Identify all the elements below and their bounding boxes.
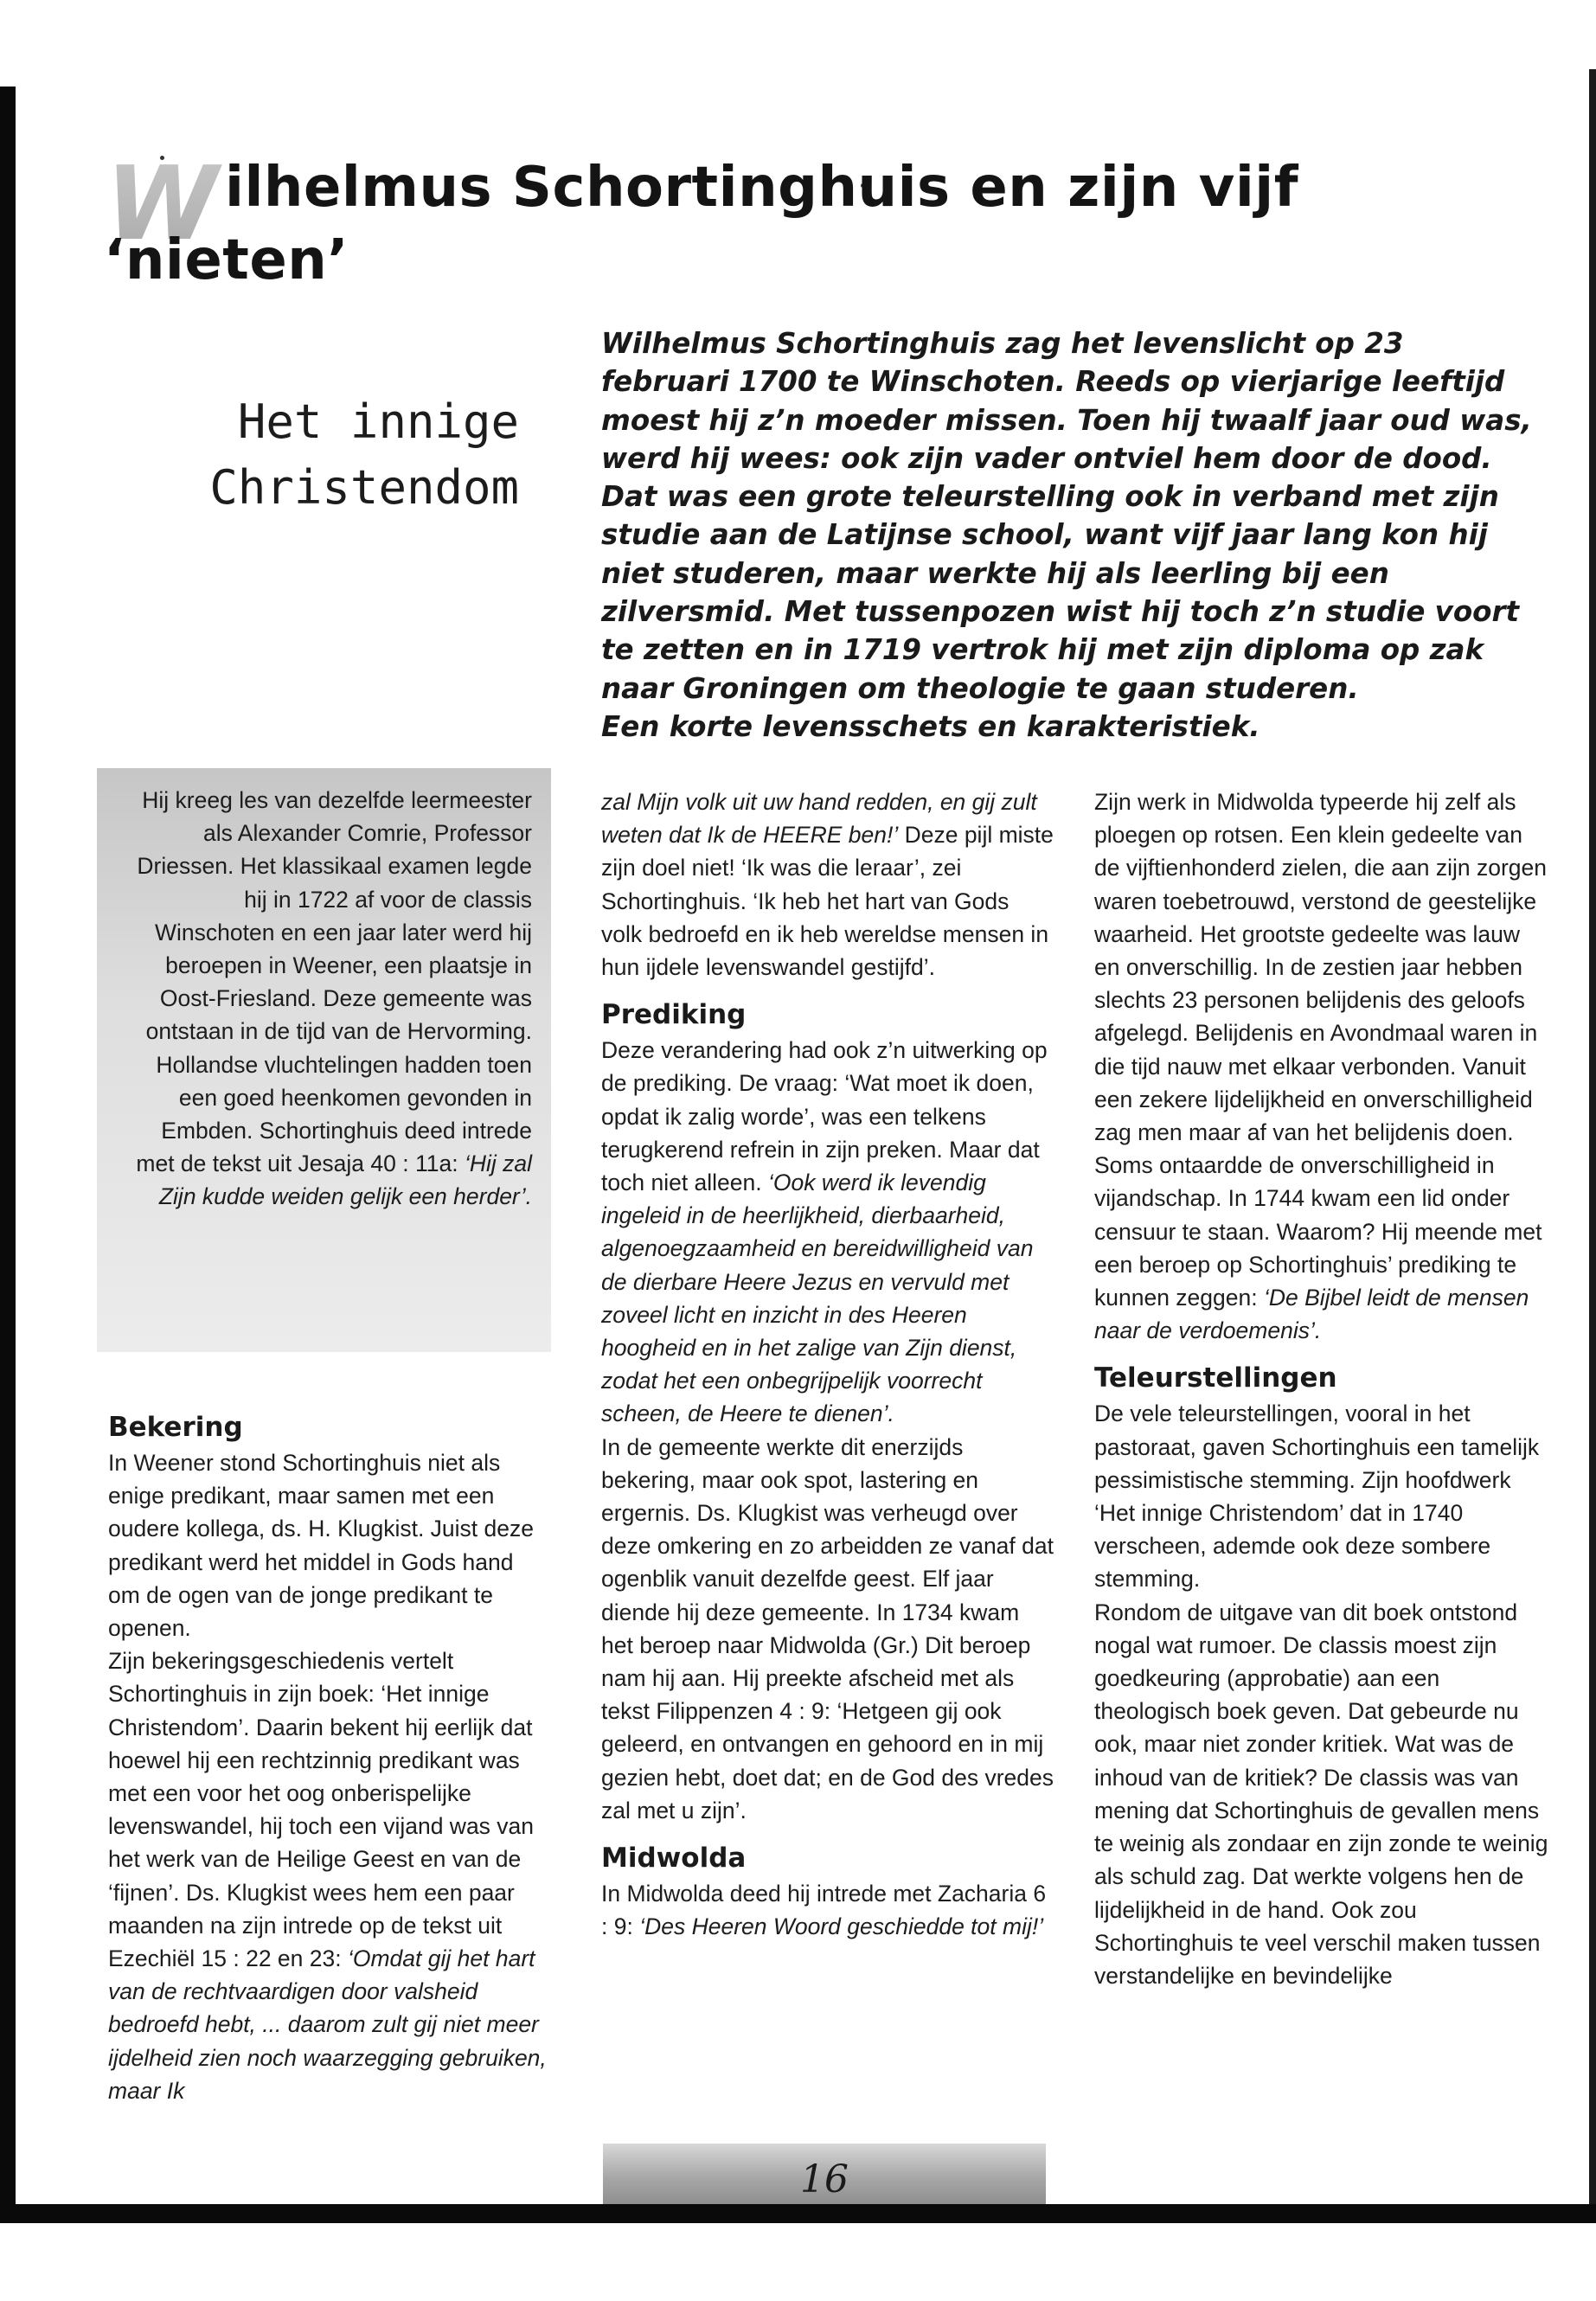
col3-paragraph-3: Rondom de uitgave van dit boek ontstond nogal wat rumoer. De classis moest zijn goedkeuring (approbatie) aan een theologisch boek geven. Dat gebeurde nu ook, maar niet zonder kritiek. Wat was de inhoud van de kritiek? De classis was van mening dat Schortinghuis de gevallen mens te weinig als zondaar en zijn zonde te weinig als schuld zag. Dat werkte volgens hen de lijdelijkheid in de hand. Ook zou Schortinghuis te veel verschil maken tussen verstandelijke en bevindelijke xyxy=(1094,1599,1548,1989)
col1-paragraph-1: In Weener stond Schortinghuis niet als enige predikant, maar samen met een oudere kollega, ds. H. Klugkist. Juist deze predikant werd het middel in Gods hand om de ogen van de jonge predikant te openen. xyxy=(108,1450,534,1642)
subtitle-line-1: Het innige xyxy=(237,394,519,449)
sidebar-text xyxy=(121,784,532,1214)
col1-paragraph-2 xyxy=(108,1644,549,2107)
col3-paragraph-1-body: Zijn werk in Midwolda typeerde hij zelf als ploegen op rotsen. Een klein gedeelte van de vijftienhonderd zielen, die aan zijn zorgen waren toebetrouwd, verstond de geestelijke waarheid. Het grootste gedeelte was lauw en onverschillig. In de zestien jaar hebben slechts 23 personen belijdenis des geloofs afgelegd. Belijdenis en Avondmaal waren in die tijd nauw met elkaar verbonden. Vanuit een zekere lijdelijkheid en onverschilligheid zag men maar af van het belijdenis doen. Soms ontaardde de onverschilligheid in vijandschap. In 1744 kwam een lid onder censuur te staan. Waarom? Hij meende met een beroep op Schortinghuis’ prediking te kunnen zeggen: xyxy=(1094,789,1547,1311)
col2-paragraph-2-body: Deze verandering had ook z’n uitwerking op de prediking. De vraag: ‘Wat moet ik doen, opdat ik zalig worde’, was een telkens terugkerend refrein in zijn preken. Maar dat toch niet alleen. xyxy=(601,1037,1048,1196)
title-line-2: ‘nieten’ xyxy=(104,228,349,292)
col2-quote-continued: zal Mijn volk uit uw hand redden, en gij zult weten dat Ik de HEERE ben!’ xyxy=(601,789,1037,849)
scan-border-bottom xyxy=(0,2204,1596,2223)
col2-paragraph-3: In de gemeente werkte dit enerzijds bekering, maar ook spot, lastering en ergernis. Ds. Klugkist was verheugd over deze omkering en zo arbeidden ze vanaf dat ogenblik vanuit dezelfde geest. Elf jaar diende hij deze gemeente. In 1734 kwam het beroep naar Midwolda (Gr.) Dit beroep nam hij aan. Hij preekte afscheid met als tekst Filippenzen 4 : 9: ‘Hetgeen gij ook geleerd, en ontvangen en gehoord en in mij gezien hebt, doet dat; en de God des vredes zal met u zijn’. xyxy=(601,1433,1054,1823)
col2-paragraph-1-rest: Deze pijl miste zijn doel niet! ‘Ik was die leraar’, zei Schortinghuis. ‘Ik heb het hart van Gods volk bedroefd en ik heb wereldse mensen in hun ijdele levenswandel gestijfd’. xyxy=(601,822,1054,981)
col2-paragraph-4 xyxy=(601,1877,1055,1943)
scan-border-left xyxy=(0,87,16,2223)
col2-paragraph-4-body: In Midwolda deed hij intrede met Zacharia 6 : 9: xyxy=(601,1881,1047,1940)
heading-bekering: Bekering xyxy=(108,1412,243,1443)
intro-tagline: Een korte levensschets en karakteristiek. xyxy=(601,709,1260,743)
col1-paragraph-2-body: Zijn bekeringsgeschiedenis vertelt Schortinghuis in zijn boek: ‘Het innige Christendom’. Daarin bekent hij eerlijk dat hoewel hij een rechtzinnig predikant was met een voor het oog onberispelijke levenswandel, hij toch een vijand was van het werk van de Heilige Geest en van de ‘fijnen’. Ds. Klugkist wees hem een paar maanden na zijn intrede op de tekst uit Ezechiël 15 : 22 en 23: xyxy=(108,1648,535,1972)
scan-border-right xyxy=(1589,69,1596,2223)
sidebar-body: Hij kreeg les van dezelfde leermeester als Alexander Comrie, Professor Driessen. Het klassikaal examen legde hij in 1722 af voor de classis Winschoten en een jaar later werd hij beroepen in Weener, een plaatsje in Oost-Friesland. Deze gemeente was ontstaan in de tijd van de Hervorming. Hollandse vluchtelingen hadden toen een goed heenkomen gevonden in Embden. Schortinghuis deed intrede met de tekst uit Jesaja 40 : 11a: xyxy=(136,787,532,1177)
intro-text: Wilhelmus Schortinghuis zag het levenslicht op 23 februari 1700 te Winschoten. Reeds op vierjarige leeftijd moest hij z’n moeder missen. Toen hij twaalf jaar oud was, werd hij wees: ook zijn vader ontviel hem door de dood. Dat was een grote teleurstelling ook in verband met zijn studie aan de Latijnse school, want vijf jaar lang kon hij niet studeren, maar werkte hij als leerling bij een zilversmid. Met tussenpozen wist hij toch z’n studie voort te zetten en in 1719 vertrok hij met zijn diploma op zak naar Groningen om theologie te gaan studeren. xyxy=(601,327,1532,705)
article-subtitle xyxy=(104,389,519,521)
heading-teleurstellingen: Teleurstellingen xyxy=(1094,1362,1337,1394)
heading-prediking: Prediking xyxy=(601,999,747,1031)
article-title xyxy=(104,151,1531,297)
heading-midwolda: Midwolda xyxy=(601,1843,747,1875)
page-number: 16 xyxy=(800,2157,849,2202)
col3-paragraph-1 xyxy=(1094,785,1548,1347)
subtitle-line-2: Christendom xyxy=(209,460,519,515)
dropcap-letter: W xyxy=(106,156,219,247)
col1-quote: ‘Omdat gij het hart van de rechtvaardigen door valsheid bedroefd hebt, ... daarom zult gij niet meer ijdelheid zien noch waarzegging gebruiken, maar Ik xyxy=(108,1945,547,2104)
column-2 xyxy=(601,785,1055,1944)
col2-quote-zacharia: ‘Des Heeren Woord geschiedde tot mij!’ xyxy=(639,1913,1044,1940)
sidebar-quote: ‘Hij zal Zijn kudde weiden gelijk een herder’. xyxy=(158,1150,532,1210)
column-3 xyxy=(1094,785,1548,1992)
intro-paragraph xyxy=(601,324,1535,746)
column-1 xyxy=(108,1408,549,2107)
col3-quote: ‘De Bijbel leidt de mensen naar de verdoemenis’. xyxy=(1094,1285,1529,1344)
col3-paragraph-2: De vele teleurstellingen, vooral in het pastoraat, gaven Schortinghuis een tamelijk pessimistische stemming. Zijn hoofdwerk ‘Het innige Christendom’ dat in 1740 verscheen, ademde ook deze sombere stemming. xyxy=(1094,1400,1540,1593)
col2-quote: ‘Ook werd ik levendig ingeleid in de heerlijkheid, dierbaarheid, algenoegzaamheid en bereidwilligheid van de dierbare Heere Jezus en vervuld met zoveel licht en inzicht in des Heeren hoogheid en in het zalige van Zijn dienst, zodat het een onbegrijpelijk voorrecht scheen, de Heere te dienen’. xyxy=(601,1170,1034,1427)
title-line-1: ilhelmus Schortinghuis en zijn vijf xyxy=(225,156,1299,220)
col2-paragraph-1 xyxy=(601,785,1055,984)
col2-paragraph-2 xyxy=(601,1034,1055,1430)
